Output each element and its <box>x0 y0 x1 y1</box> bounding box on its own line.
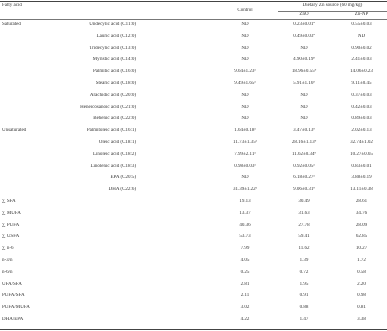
row-zn-np-value: 32.74±1.02 <box>350 140 373 145</box>
row-zn-np-value: 3.38 <box>357 317 366 322</box>
row-control-value: ND <box>241 175 249 181</box>
row-control-value: 19.13 <box>239 199 251 204</box>
row-zno-value: 1.95 <box>299 281 309 287</box>
row-zn-np-value: 0.58 <box>357 269 366 275</box>
row-group-label: UFA/SFA <box>2 281 22 287</box>
row-group-label: ∑ MUFA <box>2 210 21 216</box>
row-control-value: 7.99 <box>240 246 250 252</box>
row-control-value: ND <box>241 33 249 39</box>
row-zn-np-value: 0.90±0.02 <box>351 45 372 51</box>
row-control-value: 2.11 <box>240 293 250 299</box>
row-zno-value: ND <box>300 92 308 98</box>
header-zno: ZnO <box>299 12 309 17</box>
row-zn-np-value: 2.02±0.13 <box>351 128 372 134</box>
row-fatty-acid-name: DHA (C22:6) <box>108 187 136 193</box>
row-group-label: ∑ n-6 <box>2 246 14 252</box>
row-control-value: ND <box>241 22 249 27</box>
row-zno-value: ND <box>300 104 308 110</box>
row-zno-value: 9.06±0.31ᵇ <box>293 187 315 193</box>
row-zno-value: 0.88 <box>299 305 309 311</box>
row-control-value: 3.02 <box>240 305 250 311</box>
row-zno-value: 4.90±0.19ᵇ <box>293 57 315 63</box>
row-zno-value: 27.78 <box>298 222 310 228</box>
row-zn-np-value: 0.98 <box>357 293 366 299</box>
row-zn-np-value: 0.37±0.03 <box>351 92 372 98</box>
row-zn-np-value: 13.11±0.38 <box>350 187 373 193</box>
row-zn-np-value: 62.85 <box>355 234 368 240</box>
row-zn-np-value: 10.27 <box>355 246 368 252</box>
row-control-value: 2.81 <box>240 281 250 287</box>
row-control-value: 1.64±0.18ᵃ <box>234 128 256 134</box>
row-zn-np-value: ND <box>357 33 366 39</box>
row-zno-value: 59.41 <box>298 234 310 240</box>
row-fatty-acid-name: Behenic acid (C22:0) <box>93 116 136 122</box>
row-zn-np-value: 34.76 <box>355 210 368 216</box>
row-control-value: 4.05 <box>240 258 250 263</box>
row-fatty-acid-name: Palmitic acid (C16:0) <box>92 69 136 75</box>
row-control-value: 31.39±1.22ᵃ <box>232 187 258 193</box>
row-group-label: n-3/n <box>2 258 13 263</box>
row-control-value: 9.64±1.23ᵃ <box>234 69 256 75</box>
row-zn-np-value: 28.61 <box>355 199 368 204</box>
row-zno-value: 1.39 <box>299 258 309 263</box>
row-control-value: 0.25 <box>240 269 250 275</box>
row-control-value: 11.73±1.35ᵃ <box>233 140 257 145</box>
row-control-value: 9.49±1.65ᵃ <box>234 81 256 86</box>
row-group-label: PUFA/SFA <box>2 293 25 299</box>
row-zno-value: 0.49±0.03ª <box>293 33 315 39</box>
header-bottom-rule <box>0 19 387 20</box>
row-zno-value: 0.72 <box>299 269 309 275</box>
row-zno-value: 18.96±0.55ᵇ <box>291 69 317 75</box>
row-group-label: Unsaturated <box>2 128 27 134</box>
row-fatty-acid-name: EPA (C20:5) <box>110 175 136 181</box>
row-fatty-acid-name: Undecylic acid (C11:0) <box>89 22 136 27</box>
row-zno-value: 1.47 <box>299 317 309 322</box>
row-zn-np-value: 3.88±0.19 <box>351 175 372 181</box>
row-fatty-acid-name: Stearic acid (C18:0) <box>95 81 136 86</box>
row-fatty-acid-name: Heneicosanoic acid (C21:0) <box>80 104 136 110</box>
row-fatty-acid-name: Arachidic acid (C20:0) <box>89 92 136 98</box>
row-zn-np-value: 28.09 <box>355 222 368 228</box>
row-zn-np-value: 0.55±0.03 <box>351 22 372 27</box>
row-zno-value: ND <box>300 45 308 51</box>
row-group-label: n-6/n <box>2 269 13 275</box>
row-fatty-acid-name: Linoleic acid (C18:2) <box>92 151 136 157</box>
row-zn-np-value: 2.41±0.03 <box>351 57 372 63</box>
row-zn-np-value: 0.89±0.03 <box>351 116 372 122</box>
row-zno-value: 3.47±0.13ᵇ <box>293 128 315 134</box>
row-group-label: PUFA/MUFA <box>2 305 30 311</box>
row-zno-value: ND <box>300 116 308 122</box>
table-bottom-rule <box>0 329 387 330</box>
row-control-value: 0.98±0.03ᵃ <box>234 163 256 169</box>
row-zno-value: 31.63 <box>298 210 310 216</box>
row-zn-np-value: 14.06±0.23 <box>350 69 373 75</box>
row-control-value: 13.37 <box>239 210 251 216</box>
row-group-label: ∑ SFA <box>2 199 16 204</box>
row-group-label: ∑ USFA <box>2 234 20 240</box>
row-control-value: 40.36 <box>239 222 251 228</box>
row-zno-value: 0.91 <box>299 293 309 299</box>
row-group-label: DHA/EPA <box>2 317 24 322</box>
row-group-label: ∑ PUFA <box>2 222 20 228</box>
row-zn-np-value: 2.20 <box>357 281 366 287</box>
row-fatty-acid-name: Myristic acid (C14:0) <box>92 57 136 63</box>
row-zn-np-value: 1.72 <box>357 258 366 263</box>
row-zno-value: 6.18±0.27ᵃ <box>293 175 315 181</box>
row-control-value: 7.99±2.11ᵃ <box>234 151 256 157</box>
table-top-rule <box>0 1 387 2</box>
header-control: Control <box>237 8 253 13</box>
row-zno-value: 11.62 <box>298 246 310 252</box>
row-group-label: Saturated <box>2 22 21 27</box>
row-control-value: ND <box>241 92 249 98</box>
row-fatty-acid-name: Palmitoleic acid (C16:1) <box>86 128 136 134</box>
row-zn-np-value: 0.83±0.01 <box>351 163 372 169</box>
row-zno-value: 0.23±0.01ª <box>293 22 315 27</box>
row-zno-value: 30.49 <box>298 199 310 204</box>
row-zn-np-value: 9.11±0.45 <box>351 81 372 86</box>
row-control-value: 53.73 <box>239 234 251 240</box>
row-zno-value: 5.91±1.16ᵇ <box>293 81 315 86</box>
row-zno-value: 11.62±0.34ᵇ <box>291 151 317 157</box>
row-control-value: ND <box>241 57 249 63</box>
row-control-value: ND <box>241 104 249 110</box>
row-fatty-acid-name: Tridecylic acid (C13:0) <box>89 45 136 51</box>
row-control-value: 4.22 <box>240 317 250 322</box>
row-control-value: ND <box>241 116 249 122</box>
row-zno-value: 28.16±1.13ᵇ <box>291 140 317 145</box>
header-fatty-acid: Fatty acid <box>2 3 22 8</box>
row-zno-value: 0.92±0.05ᵃ <box>293 163 315 169</box>
row-fatty-acid-name: Linolenic acid (C18:3) <box>90 163 136 169</box>
row-control-value: ND <box>241 45 249 51</box>
row-zn-np-value: 0.81 <box>357 305 366 311</box>
row-zn-np-value: 0.42±0.03 <box>351 104 372 110</box>
row-fatty-acid-name: Lauric acid (C12:0) <box>96 33 136 39</box>
header-dietary-source: Dietary Zn source (60 mg/kg) <box>302 3 363 8</box>
row-fatty-acid-name: Oleic acid (C18:1) <box>98 140 136 145</box>
header-zn-np: Zn-NP <box>354 12 369 17</box>
row-zn-np-value: 10.27±0.65 <box>350 151 373 157</box>
